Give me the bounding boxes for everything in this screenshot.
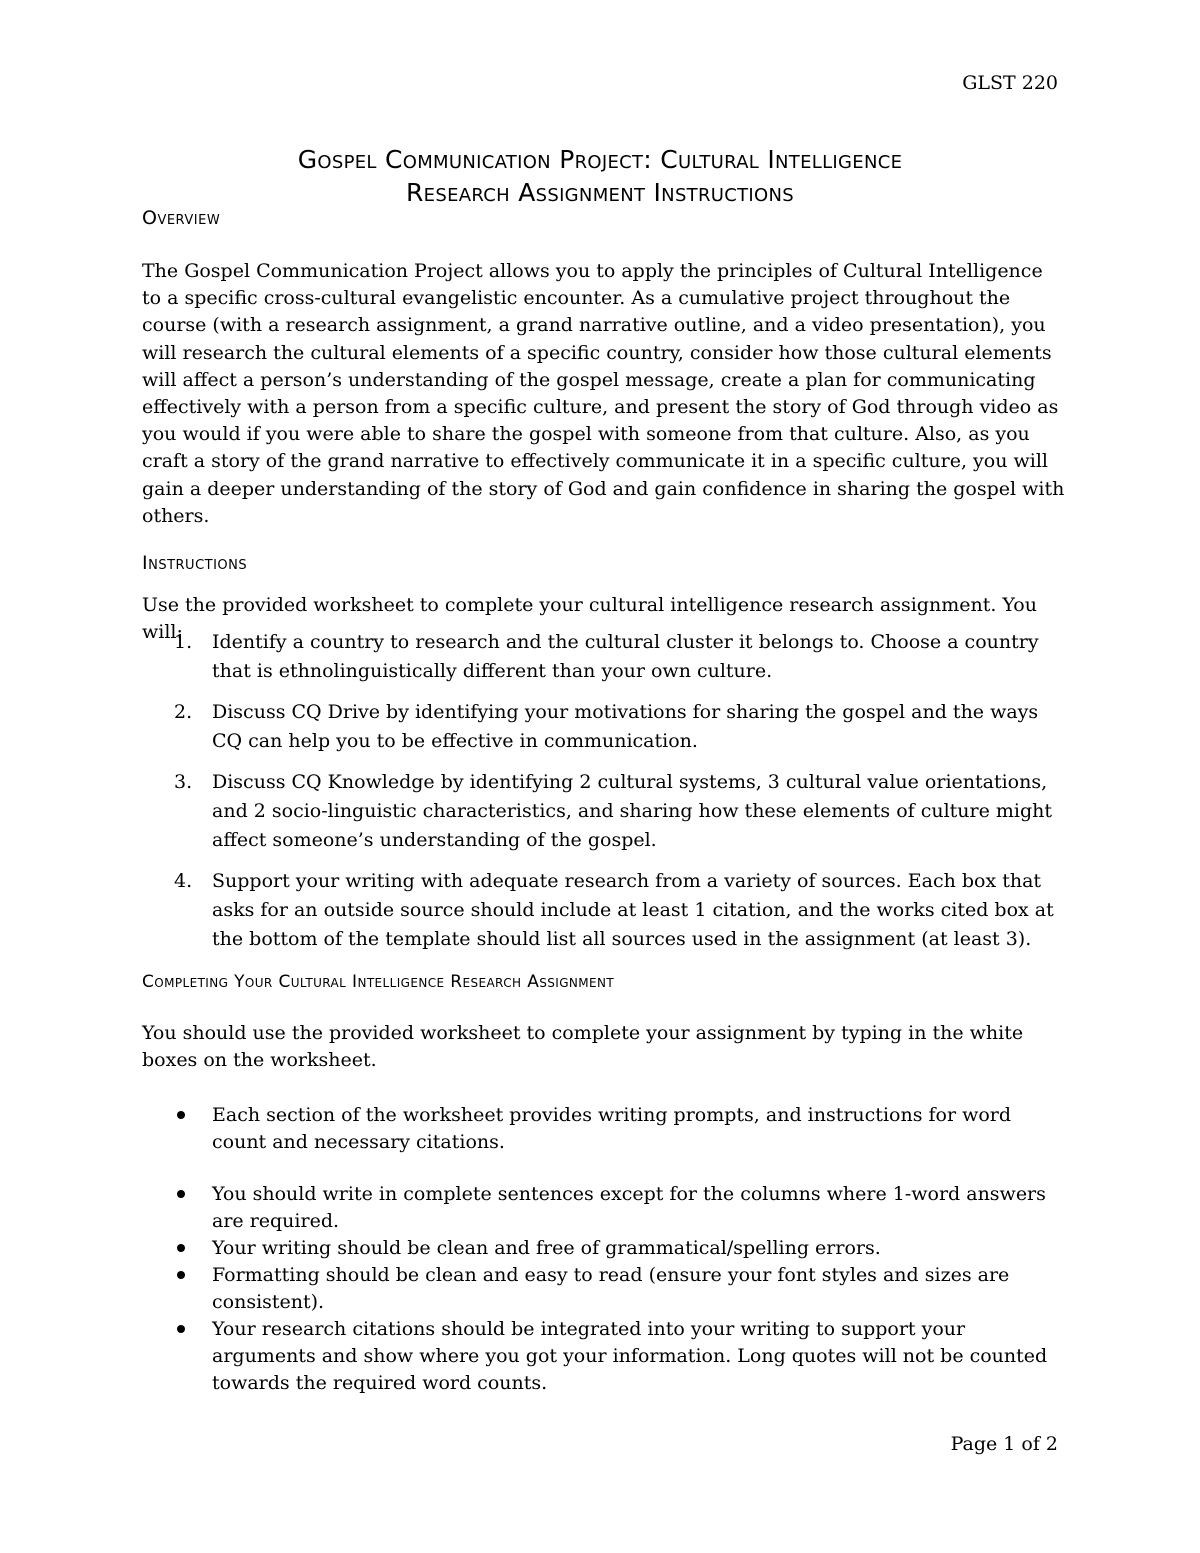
list-item-text: Discuss CQ Knowledge by identifying 2 cultural systems, 3 cultural value orientations, and 2 socio-linguistic characteristics, and sharing how these elements of culture might affect someone’s understanding of the gospel. <box>212 771 1053 851</box>
list-item-text: Your writing should be clean and free of grammatical/spelling errors. <box>212 1237 881 1259</box>
bullet-icon <box>177 1271 185 1279</box>
bullet-icon <box>177 1190 185 1198</box>
list-item <box>142 1262 1067 1316</box>
list-number: 4. <box>174 870 193 892</box>
bullet-icon <box>177 1244 185 1252</box>
list-item-text: Support your writing with adequate research from a variety of sources. Each box that asks for an outside source should include at least 1 citation, and the works cited box at the bottom of the template should list all sources used in the assignment (at least 3). <box>212 870 1054 950</box>
list-item <box>142 867 1067 954</box>
page-title-line-1: Gospel Communication Project: Cultural Intelligence <box>297 145 903 174</box>
page-title <box>0 143 1200 209</box>
page-title-line-2: Research Assignment Instructions <box>406 178 794 207</box>
list-item-text: Identify a country to research and the cultural cluster it belongs to. Choose a country that is ethnolinguistically different than your own culture. <box>212 631 1039 682</box>
list-item-text: You should write in complete sentences except for the columns where 1-word answers are required. <box>212 1183 1046 1232</box>
list-item-text: Discuss CQ Drive by identifying your motivations for sharing the gospel and the ways CQ can help you to be effective in communication. <box>212 701 1039 752</box>
list-item-text: Each section of the worksheet provides writing prompts, and instructions for word count and necessary citations. <box>212 1104 1012 1153</box>
overview-heading: Overview <box>142 207 221 229</box>
list-item <box>142 628 1067 686</box>
list-number: 2. <box>174 701 193 723</box>
instructions-list <box>142 628 1067 966</box>
overview-paragraph <box>142 258 1067 530</box>
bullet-icon <box>177 1325 185 1333</box>
completing-intro <box>142 1020 1067 1074</box>
list-item-text: Formatting should be clean and easy to read (ensure your font styles and sizes are consistent). <box>212 1264 1010 1313</box>
overview-text: The Gospel Communication Project allows you to apply the principles of Cultural Intelligence to a specific cross-cultural evangelistic encounter. As a cumulative project throughout the course (with a research assignment, a grand narrative outline, and a video presentation), you will research the cultural elements of a specific country, consider how those cultural elements will affect a person’s understanding of the gospel message, create a plan for communicating effectively with a person from a specific culture, and present the story of God through video as you would if you were able to share the gospel with someone from that culture. Also, as you craft a story of the grand narrative to effectively communicate it in a specific culture, you will gain a deeper understanding of the story of God and gain confidence in sharing the gospel with others. <box>142 260 1065 527</box>
list-item <box>142 698 1067 756</box>
list-item-text: Your research citations should be integrated into your writing to support your arguments and show where you got your information. Long quotes will not be counted towards the required word counts. <box>212 1318 1048 1394</box>
list-item <box>142 1316 1067 1397</box>
completing-intro-text: You should use the provided worksheet to complete your assignment by typing in the white boxes on the worksheet. <box>142 1022 1024 1072</box>
page-number: Page 1 of 2 <box>950 1433 1058 1455</box>
instructions-heading: Instructions <box>142 552 248 574</box>
bullet-icon <box>177 1111 185 1119</box>
list-item <box>142 1102 1067 1156</box>
list-item <box>142 1181 1067 1235</box>
list-item <box>142 768 1067 855</box>
instructions-intro-text: Use the provided worksheet to complete your cultural intelligence research assignment. You will: <box>142 594 1037 644</box>
completing-heading: Completing Your Cultural Intelligence Research Assignment <box>142 972 615 992</box>
completing-bullets <box>142 1102 1067 1397</box>
course-code: GLST 220 <box>962 72 1058 94</box>
list-number: 1. <box>174 631 193 653</box>
list-item <box>142 1235 1067 1262</box>
list-number: 3. <box>174 771 193 793</box>
